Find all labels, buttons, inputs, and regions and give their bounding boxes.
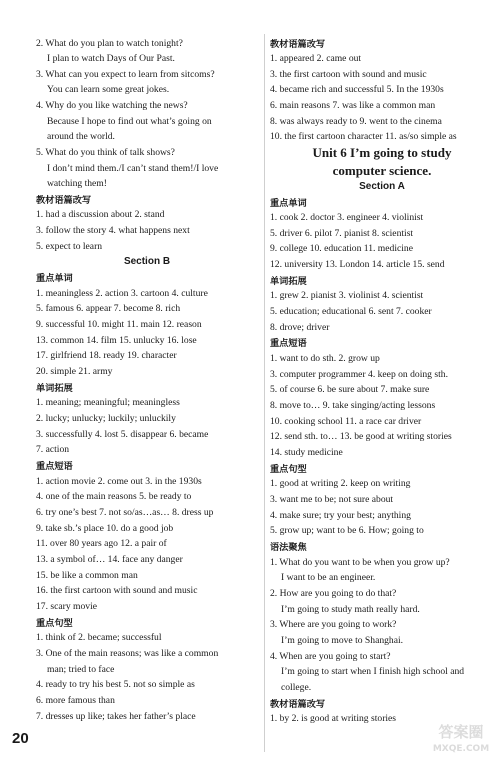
answer-line: 6. main reasons 7. was like a common man (270, 100, 436, 111)
answer-line: 6. more famous than (36, 695, 115, 706)
answer-line: 1. What do you want to be when you grow up? (270, 557, 450, 568)
answer-line: 4. make sure; try your best; anything (270, 510, 411, 521)
unit-title: computer science. (332, 163, 432, 178)
answer-line: 5. expect to learn (36, 241, 103, 252)
page-number: 20 (12, 730, 29, 747)
answer-line: 1. had a discussion about 2. stand (36, 209, 165, 220)
answer-line: 6. try one’s best 7. not so/as…as… 8. dress up (36, 507, 214, 518)
answer-line: 1. good at writing 2. keep on writing (270, 478, 411, 489)
answer-line-indented: I plan to watch Days of Our Past. (47, 53, 175, 64)
section-heading: 教材语篇改写 (36, 195, 92, 205)
answer-line: 5. What do you think of talk shows? (36, 147, 175, 158)
answer-line: 3. One of the main reasons; was like a common (36, 648, 219, 659)
section-heading: 重点句型 (270, 464, 307, 474)
watermark-line-1: 答案圈 (438, 723, 484, 741)
answer-line: 4. Why do you like watching the news? (36, 100, 188, 111)
answer-line: 1. think of 2. became; successful (36, 632, 162, 643)
answer-line: 8. drove; driver (270, 322, 330, 333)
section-heading: 重点短语 (36, 461, 73, 471)
answer-line: 5. of course 6. be sure about 7. make sure (270, 384, 430, 395)
answer-line: 13. common 14. film 15. unlucky 16. lose (36, 335, 197, 346)
answer-line-indented: Because I hope to find out what’s going on (47, 116, 212, 127)
section-title: Section B (123, 256, 171, 267)
answer-line-indented: I don’t mind them./I can’t stand them!/I love (47, 163, 219, 174)
answer-line: 12. university 13. London 14. article 15. send (270, 259, 445, 270)
section-heading: 单词拓展 (270, 276, 307, 286)
answer-line: 3. computer programmer 4. keep on doing sth. (270, 369, 448, 380)
answer-line: 1. cook 2. doctor 3. engineer 4. violinist (270, 212, 424, 223)
answer-line: 3. Where are you going to work? (270, 619, 397, 630)
answer-line: 13. a symbol of… 14. face any danger (36, 554, 183, 565)
answer-line-indented: around the world. (47, 131, 115, 142)
answer-line: 5. grow up; want to be 6. How; going to (270, 525, 424, 536)
answer-line: 2. What do you plan to watch tonight? (36, 38, 183, 49)
answer-line-indented: watching them! (47, 178, 107, 189)
answer-line: 9. take sb.’s place 10. do a good job (36, 523, 174, 534)
answer-line: 5. education; educational 6. sent 7. cooker (270, 306, 432, 317)
section-heading: 语法聚焦 (270, 542, 307, 552)
unit-title: Unit 6 I’m going to study (312, 145, 452, 160)
answer-line: 4. one of the main reasons 5. be ready to (36, 491, 192, 502)
answer-line-indented: I’m going to study math really hard. (281, 604, 420, 615)
answer-line: 7. action (36, 444, 70, 455)
section-heading: 单词拓展 (36, 383, 73, 393)
answer-line: 3. What can you expect to learn from sitcoms? (36, 69, 215, 80)
answer-line: 7. dresses up like; takes her father’s place (36, 711, 196, 722)
answer-line: 2. How are you going to do that? (270, 588, 397, 599)
answer-line: 17. scary movie (36, 601, 98, 612)
answer-line: 1. want to do sth. 2. grow up (270, 353, 380, 364)
section-heading: 重点单词 (270, 198, 307, 208)
answer-line: 5. driver 6. pilot 7. pianist 8. scientist (270, 228, 414, 239)
answer-line: 3. want me to be; not sure about (270, 494, 394, 505)
answer-line: 1. meaning; meaningful; meaningless (36, 397, 180, 408)
answer-line: 15. be like a common man (36, 570, 138, 581)
answer-line-indented: I want to be an engineer. (281, 572, 376, 583)
answer-line: 10. the first cartoon character 11. as/so simple as (270, 131, 457, 142)
answer-line: 4. ready to try his best 5. not so simple as (36, 679, 195, 690)
section-heading: 重点句型 (36, 618, 73, 628)
answer-line: 9. college 10. education 11. medicine (270, 243, 413, 254)
answer-line: 8. was always ready to 9. went to the cinema (270, 116, 442, 127)
answer-line: 10. cooking school 11. a race car driver (270, 416, 422, 427)
watermark-logo (424, 720, 498, 756)
section-heading: 重点单词 (36, 273, 73, 283)
answer-line: 4. became rich and successful 5. In the 1930s (270, 84, 444, 95)
answer-line: 1. grew 2. pianist 3. violinist 4. scientist (270, 290, 424, 301)
section-heading: 教材语篇改写 (270, 699, 326, 709)
answer-line: 4. When are you going to start? (270, 651, 391, 662)
answer-line: 1. meaningless 2. action 3. cartoon 4. culture (36, 288, 208, 299)
answer-line: 1. action movie 2. come out 3. in the 1930s (36, 476, 202, 487)
section-heading: 教材语篇改写 (270, 39, 326, 49)
answer-line: 3. successfully 4. lost 5. disappear 6. became (36, 429, 209, 440)
answer-line: 20. simple 21. army (36, 366, 113, 377)
answer-line-indented: You can learn some great jokes. (47, 84, 170, 95)
answer-line: 11. over 80 years ago 12. a pair of (36, 538, 167, 549)
answer-line: 2. lucky; unlucky; luckily; unluckily (36, 413, 176, 424)
answer-line: 12. send sth. to… 13. be good at writing stories (270, 431, 452, 442)
answer-line: 3. the first cartoon with sound and music (270, 69, 427, 80)
answer-line-indented: I’m going to move to Shanghai. (281, 635, 404, 646)
answer-line: 14. study medicine (270, 447, 343, 458)
answer-line-indented: I’m going to start when I finish high school and (281, 666, 465, 677)
answer-line-indented: college. (281, 682, 312, 693)
watermark-line-2: MXQE.COM (432, 744, 490, 754)
section-heading: 重点短语 (270, 338, 307, 348)
answer-line: 8. move to… 9. take singing/acting lessons (270, 400, 436, 411)
column-divider (264, 34, 265, 752)
answer-line: 9. successful 10. might 11. main 12. reason (36, 319, 202, 330)
answer-line: 1. by 2. is good at writing stories (270, 713, 397, 724)
answer-line: 5. famous 6. appear 7. become 8. rich (36, 303, 181, 314)
answer-line: 16. the first cartoon with sound and music (36, 585, 198, 596)
answer-line-indented: man; tried to face (47, 664, 115, 675)
answer-line: 1. appeared 2. came out (270, 53, 362, 64)
answer-line: 17. girlfriend 18. ready 19. character (36, 350, 177, 361)
answer-line: 3. follow the story 4. what happens next (36, 225, 190, 236)
section-title: Section A (359, 181, 405, 192)
